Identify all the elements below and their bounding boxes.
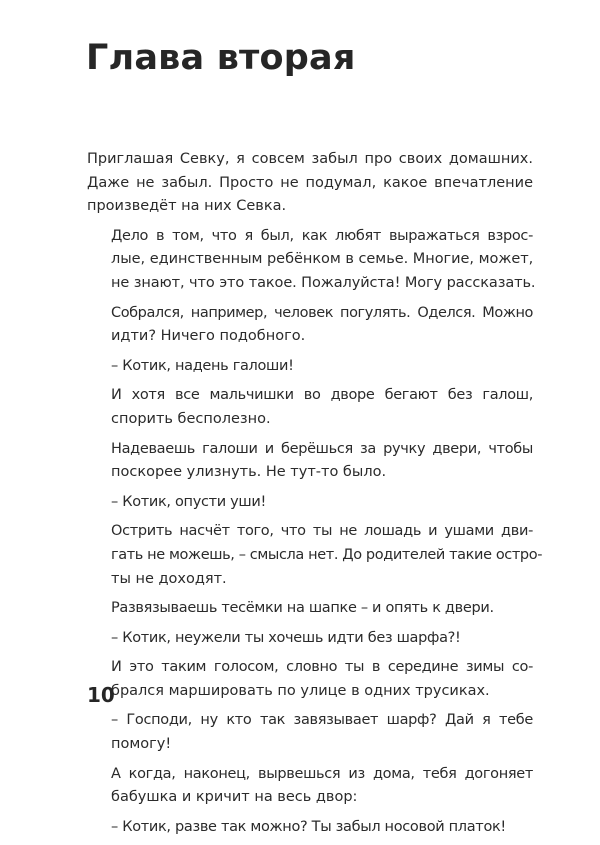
paragraph [87, 384, 533, 431]
page-number: 10 [87, 683, 115, 707]
text-line: – Господи, ну кто так завязывает шарф? Дай я тебе [111, 712, 533, 729]
paragraph [87, 816, 533, 840]
text-line: – Котик, надень галоши! [111, 357, 294, 374]
text-line: Приглашая Севку, я совсем забыл про своих домашних. [87, 151, 533, 167]
paragraph [87, 491, 533, 515]
text-line: Собрался, например, человек погулять. Оделся. Можно [111, 304, 533, 321]
chapter-body-text [87, 148, 543, 845]
paragraph [87, 302, 533, 349]
text-line: не знают, что это такое. Пожалуйста! Могу рассказать. [111, 274, 536, 291]
text-line: Надеваешь галоши и берёшься за ручку двери, чтобы [111, 440, 533, 457]
text-line: произведёт на них Севка. [87, 198, 287, 215]
text-line: Дело в том, что я был, как любят выражаться взрос- [111, 227, 533, 244]
paragraph [87, 438, 533, 485]
text-line: гать не можешь, – смысла нет. До родителей такие остро- [111, 546, 543, 563]
text-line: Даже не забыл. Просто не подумал, какое впечатление [87, 174, 533, 191]
text-line: помогу! [111, 736, 172, 753]
text-line: бабушка и кричит на весь двор: [111, 789, 358, 806]
paragraph [87, 656, 533, 703]
text-line: Острить насчёт того, что ты не лошадь и ушами дви- [111, 523, 533, 540]
text-line: ты не доходят. [111, 570, 227, 587]
paragraph [87, 355, 533, 379]
text-line: – Котик, неужели ты хочешь идти без шарфа?! [111, 629, 461, 646]
paragraph [87, 763, 533, 810]
paragraph [87, 148, 533, 219]
paragraph [87, 520, 543, 591]
text-line: – Котик, разве так можно? Ты забыл носовой платок! [111, 818, 506, 835]
text-line: брался маршировать по улице в одних трусиках. [111, 682, 490, 699]
text-line: И это таким голосом, словно ты в середине зимы со- [111, 659, 533, 676]
text-line: Развязываешь тесёмки на шапке – и опять к двери. [111, 600, 494, 617]
chapter-title: Глава вторая [86, 38, 356, 78]
paragraph [87, 225, 536, 296]
paragraph [87, 597, 533, 621]
text-line: А когда, наконец, вырвешься из дома, тебя догоняет [111, 765, 533, 782]
text-line: И хотя все мальчишки во дворе бегают без галош, [111, 387, 533, 404]
paragraph [87, 627, 533, 651]
text-line: идти? Ничего подобного. [111, 328, 306, 345]
text-line: лые, единственным ребёнком в семье. Многие, может, [111, 251, 534, 268]
text-line: – Котик, опусти уши! [111, 493, 266, 510]
text-line: поскорее улизнуть. Не тут-то было. [111, 464, 387, 481]
text-line: спорить бесполезно. [111, 410, 271, 427]
